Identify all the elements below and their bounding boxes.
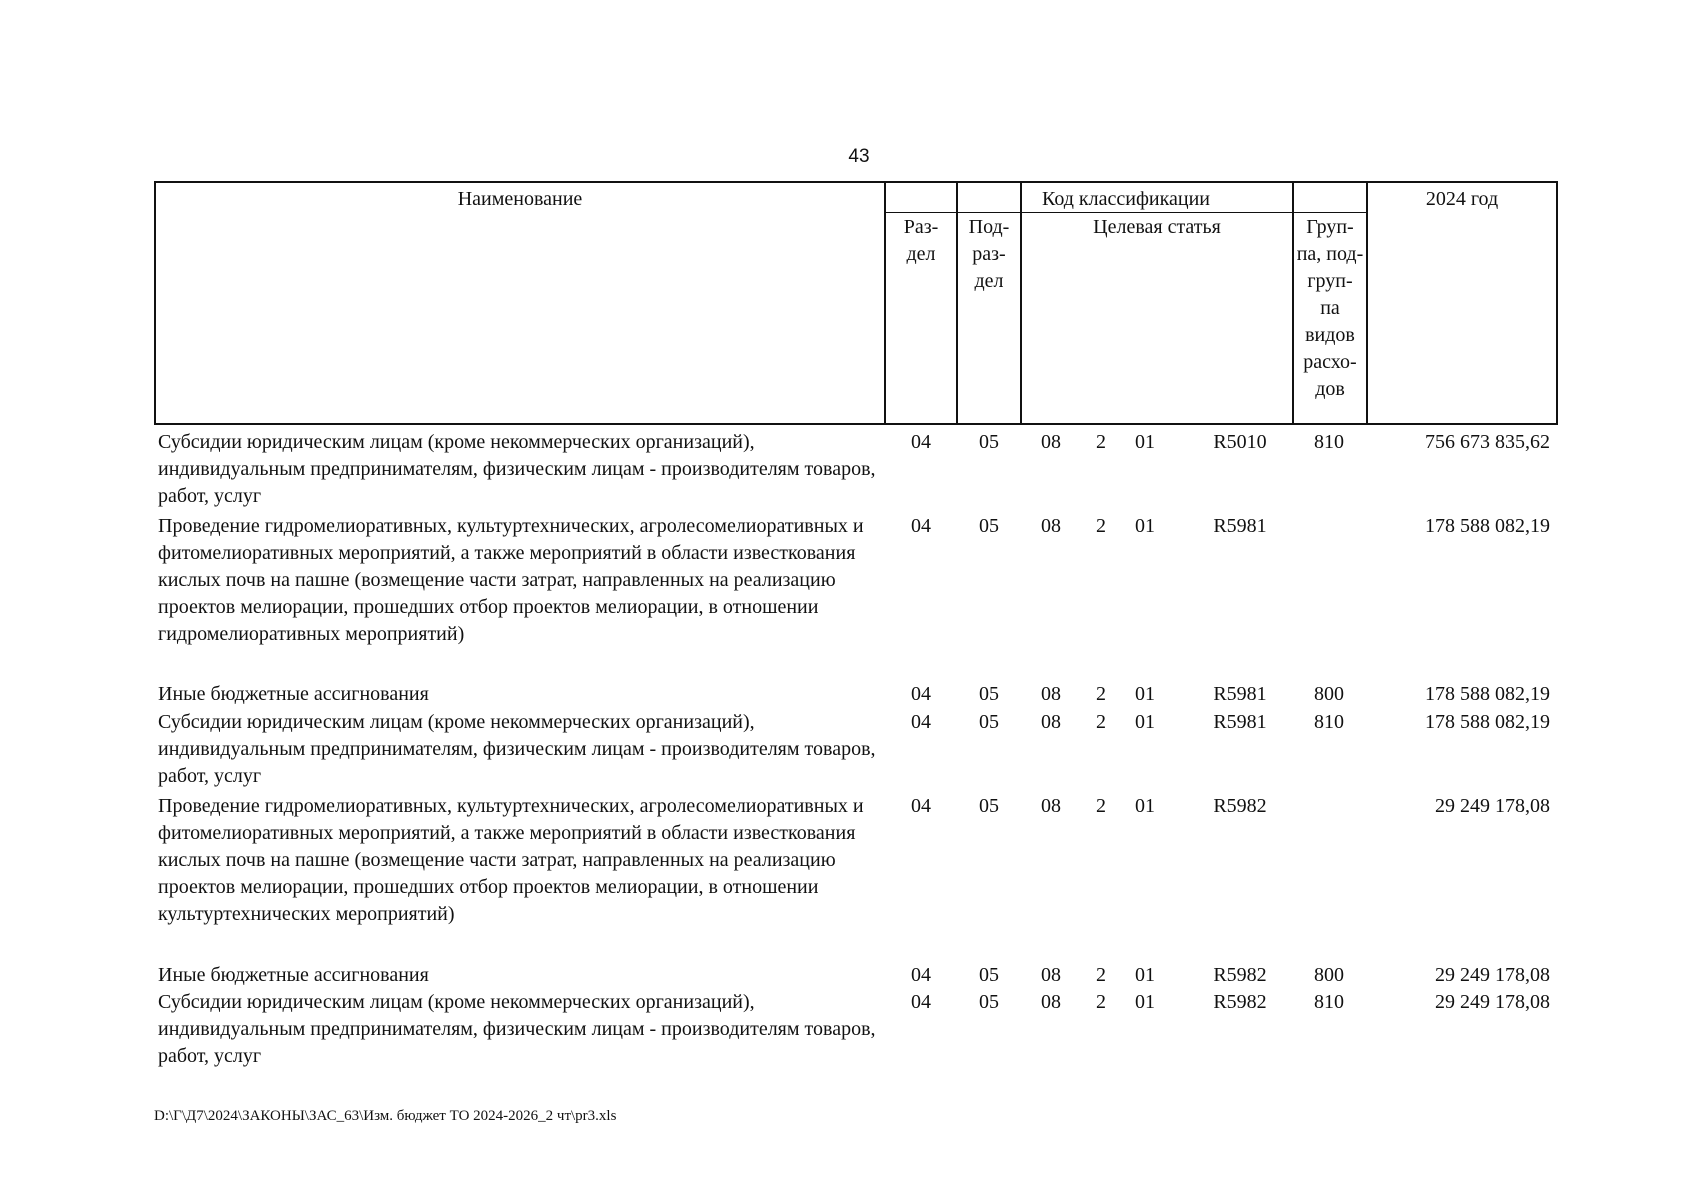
- column-divider: [1366, 183, 1368, 423]
- row-target-2: 2: [1096, 431, 1106, 453]
- row-razdel: 04: [911, 964, 931, 986]
- row-target-1: 08: [1041, 991, 1061, 1013]
- row-target-3: 01: [1135, 683, 1155, 705]
- row-target-2: 2: [1096, 711, 1106, 733]
- row-amount: 29 249 178,08: [1435, 964, 1550, 986]
- row-amount: 178 588 082,19: [1425, 683, 1550, 705]
- row-target-4: R5982: [1213, 795, 1267, 817]
- row-target-4: R5981: [1213, 683, 1267, 705]
- row-razdel: 04: [911, 711, 931, 733]
- row-razdel: 04: [911, 683, 931, 705]
- row-target-4: R5981: [1213, 711, 1267, 733]
- row-target-4: R5982: [1213, 964, 1267, 986]
- header-razdel: Раз- дел: [903, 216, 939, 265]
- row-target-3: 01: [1135, 991, 1155, 1013]
- row-razdel: 04: [911, 795, 931, 817]
- row-razdel: 04: [911, 431, 931, 453]
- header-group: Груп- па, под- груп- па видов расхо- дов: [1296, 216, 1364, 400]
- row-podrazdel: 05: [979, 795, 999, 817]
- row-target-4: R5981: [1213, 515, 1267, 537]
- row-target-2: 2: [1096, 683, 1106, 705]
- row-podrazdel: 05: [979, 683, 999, 705]
- row-podrazdel: 05: [979, 515, 999, 537]
- row-target-1: 08: [1041, 795, 1061, 817]
- row-target-1: 08: [1041, 683, 1061, 705]
- header-year: 2024 год: [1425, 188, 1499, 210]
- row-amount: 178 588 082,19: [1425, 711, 1550, 733]
- row-target-3: 01: [1135, 515, 1155, 537]
- header-target: Целевая статья: [1093, 216, 1221, 238]
- row-amount: 756 673 835,62: [1425, 431, 1550, 453]
- row-podrazdel: 05: [979, 991, 999, 1013]
- page-number: 43: [848, 146, 870, 167]
- header-name: Наименование: [457, 188, 583, 210]
- row-target-2: 2: [1096, 964, 1106, 986]
- row-target-2: 2: [1096, 991, 1106, 1013]
- file-path-footer: D:\Г\Д7\2024\ЗАКОНЫ\ЗАС_63\Изм. бюджет ТО 2024-2026_2 чт\pr3.xls: [154, 1108, 617, 1124]
- row-razdel: 04: [911, 515, 931, 537]
- row-target-4: R5982: [1213, 991, 1267, 1013]
- row-group: 810: [1314, 431, 1344, 453]
- row-group: 800: [1314, 683, 1344, 705]
- row-podrazdel: 05: [979, 964, 999, 986]
- row-target-1: 08: [1041, 431, 1061, 453]
- row-target-3: 01: [1135, 964, 1155, 986]
- row-amount: 29 249 178,08: [1435, 795, 1550, 817]
- row-target-2: 2: [1096, 795, 1106, 817]
- table-header: [154, 181, 1558, 425]
- row-name: Субсидии юридическим лицам (кроме некоммерческих организаций), индивидуальным предпринимателям, физическим лицам - производителям товаров, работ, услуг: [158, 431, 876, 507]
- row-amount: 29 249 178,08: [1435, 991, 1550, 1013]
- row-target-1: 08: [1041, 711, 1061, 733]
- row-name: Субсидии юридическим лицам (кроме некоммерческих организаций), индивидуальным предпринимателям, физическим лицам - производителям товаров, работ, услуг: [158, 711, 876, 787]
- row-target-3: 01: [1135, 795, 1155, 817]
- row-name: Проведение гидромелиоративных, культуртехнических, агролесомелиоративных и фитомелиоративных мероприятий, а также мероприятий в области известкования кислых почв на пашне (возмещение части затрат, направленных на реализацию проектов мелиорации, прошедших отбор проектов мелиорации, в отношении гидромелиоративных мероприятий): [158, 515, 864, 645]
- row-podrazdel: 05: [979, 711, 999, 733]
- row-target-2: 2: [1096, 515, 1106, 537]
- row-target-3: 01: [1135, 711, 1155, 733]
- row-group: 810: [1314, 991, 1344, 1013]
- row-name: Иные бюджетные ассигнования: [158, 683, 429, 705]
- row-razdel: 04: [911, 991, 931, 1013]
- row-group: 810: [1314, 711, 1344, 733]
- row-group: 800: [1314, 964, 1344, 986]
- row-podrazdel: 05: [979, 431, 999, 453]
- row-target-1: 08: [1041, 515, 1061, 537]
- row-target-4: R5010: [1213, 431, 1267, 453]
- row-amount: 178 588 082,19: [1425, 515, 1550, 537]
- row-target-3: 01: [1135, 431, 1155, 453]
- row-name: Проведение гидромелиоративных, культуртехнических, агролесомелиоративных и фитомелиоративных мероприятий, а также мероприятий в области известкования кислых почв на пашне (возмещение части затрат, направленных на реализацию проектов мелиорации, прошедших отбор проектов мелиорации, в отношении культуртехнических мероприятий): [158, 795, 864, 925]
- row-name: Иные бюджетные ассигнования: [158, 964, 429, 986]
- row-target-1: 08: [1041, 964, 1061, 986]
- header-podrazdel: Под- раз- дел: [968, 216, 1010, 292]
- row-name: Субсидии юридическим лицам (кроме некоммерческих организаций), индивидуальным предпринимателям, физическим лицам - производителям товаров, работ, услуг: [158, 991, 876, 1067]
- header-classification: Код классификации: [1041, 188, 1211, 210]
